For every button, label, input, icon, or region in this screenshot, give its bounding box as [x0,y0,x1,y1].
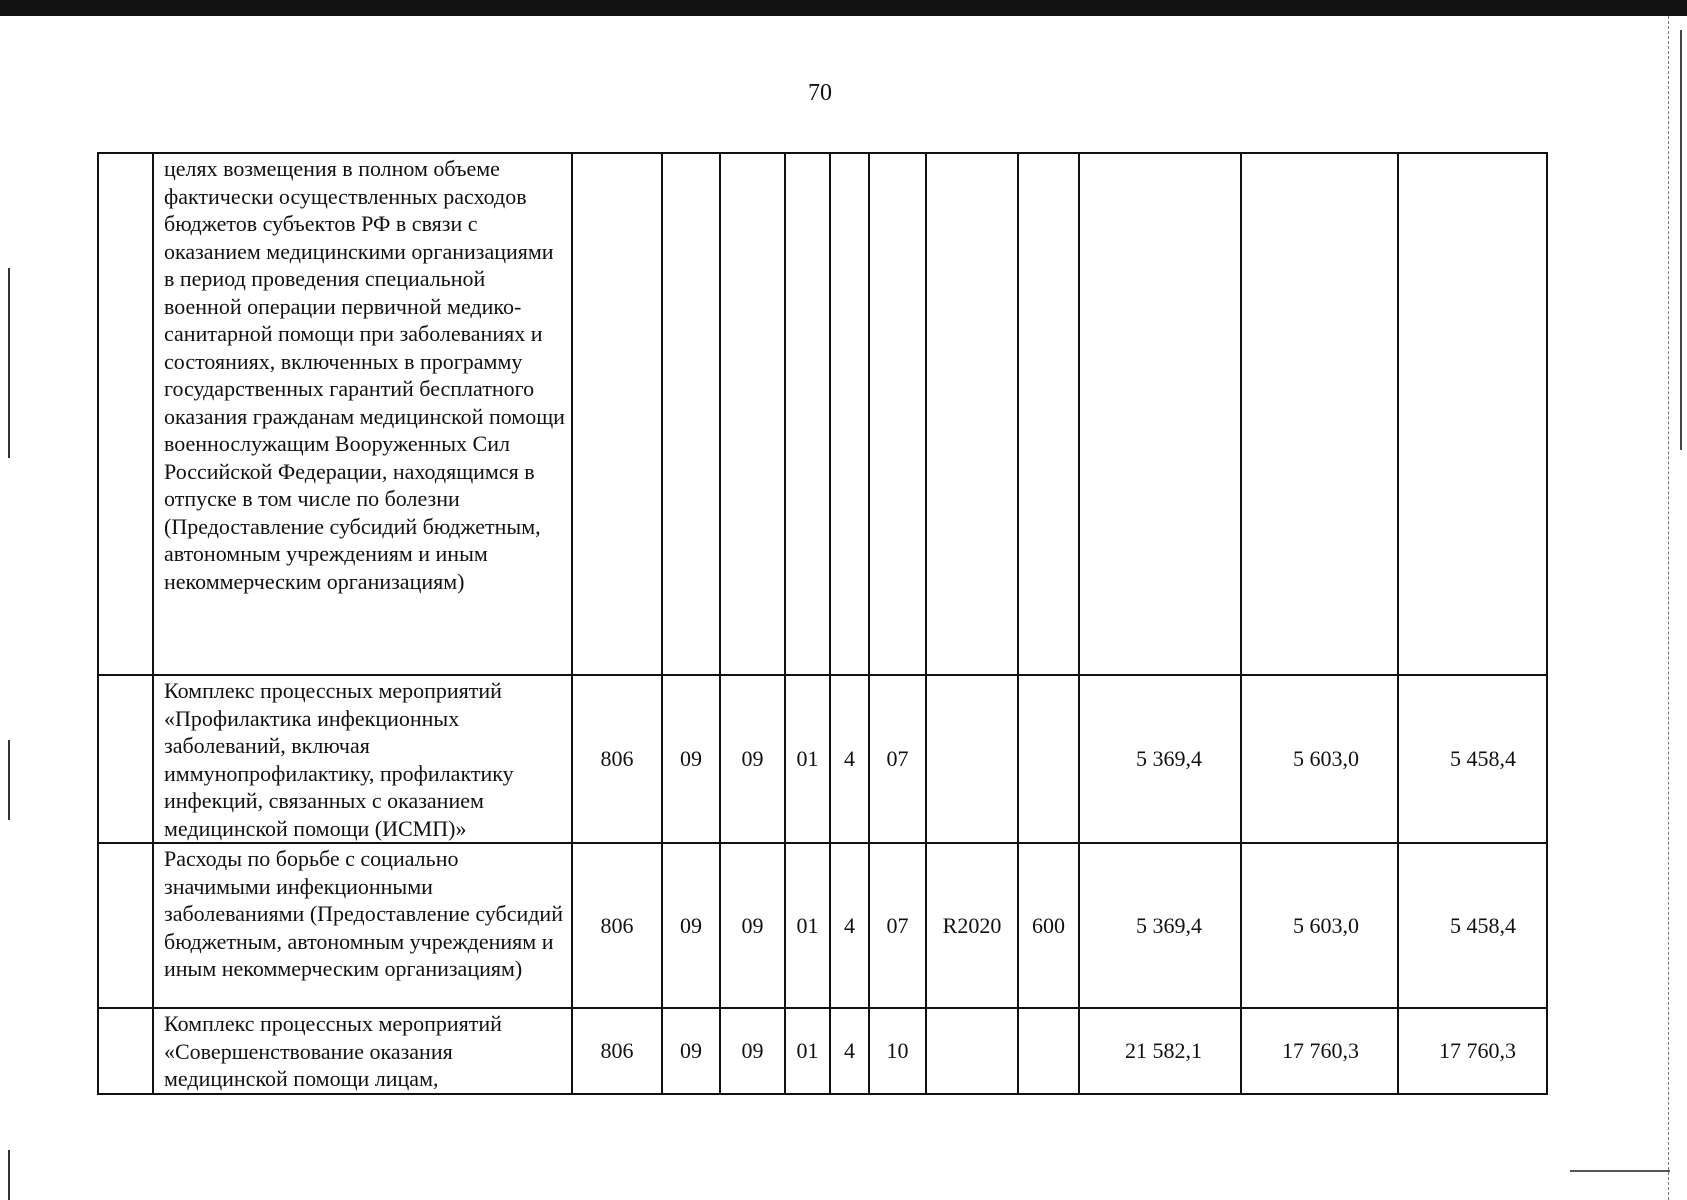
sum-year-2-cell: 17 760,3 [1241,1008,1398,1094]
structural-element-cell: 07 [869,675,926,843]
scan-left-mark [8,268,10,458]
expense-type-cell [1018,153,1079,675]
row-number-cell [98,675,153,843]
sum-year-2-cell: 5 603,0 [1241,675,1398,843]
scan-top-border [0,0,1687,16]
sum-year-1-cell [1079,153,1241,675]
sum-year-2-cell: 5 603,0 [1241,843,1398,1008]
structural-element-cell [869,153,926,675]
ministry-cell: 806 [572,675,662,843]
scan-right-edge [1668,16,1669,1200]
program-cell: 01 [785,843,830,1008]
row-number-cell [98,1008,153,1094]
expense-type-cell [1018,675,1079,843]
direction-cell [926,153,1018,675]
scan-bottom-mark [1570,1170,1670,1172]
row-number-cell [98,843,153,1008]
structural-element-cell: 07 [869,843,926,1008]
section-cell [662,153,720,675]
sum-year-1-cell: 21 582,1 [1079,1008,1241,1094]
section-cell: 09 [662,675,720,843]
section-cell: 09 [662,1008,720,1094]
scan-right-mark [1680,30,1682,450]
scan-left-mark [8,740,10,820]
description-cell: Комплекс процессных мероприятий «Профилактика инфекционных заболеваний, включая иммунопрофилактику, профилактику инфекций, связанных с оказанием медицинской помощи (ИСМП)» [153,675,572,843]
type-cell: 4 [830,675,869,843]
table-row [98,153,1547,675]
page-number: 70 [808,80,832,106]
direction-cell: R2020 [926,843,1018,1008]
type-cell [830,153,869,675]
direction-cell [926,1008,1018,1094]
structural-element-cell: 10 [869,1008,926,1094]
sum-year-1-cell: 5 369,4 [1079,843,1241,1008]
subsection-cell: 09 [720,675,785,843]
expense-type-cell [1018,1008,1079,1094]
description-cell: целях возмещения в полном объеме фактически осуществленных расходов бюджетов субъектов РФ в связи с оказанием медицинскими организациями в период проведения специальной военной операции первичной медико-санитарной помощи при заболеваниях и состояниях, включенных в программу государственных гарантий бесплатного оказания гражданам медицинской помощи военнослужащим Вооруженных Сил Российской Федерации, находящимся в отпуске в том числе по болезни (Предоставление субсидий бюджетным, автономным учреждениям и иным некоммерческим организациям) [153,153,572,675]
sum-year-3-cell: 5 458,4 [1398,675,1547,843]
table-row [98,1008,1547,1094]
program-cell: 01 [785,675,830,843]
type-cell: 4 [830,843,869,1008]
section-cell: 09 [662,843,720,1008]
table-row [98,675,1547,843]
subsection-cell: 09 [720,843,785,1008]
ministry-cell [572,153,662,675]
program-cell: 01 [785,1008,830,1094]
sum-year-3-cell: 5 458,4 [1398,843,1547,1008]
row-number-cell [98,153,153,675]
sum-year-2-cell [1241,153,1398,675]
sum-year-3-cell: 17 760,3 [1398,1008,1547,1094]
sum-year-1-cell: 5 369,4 [1079,675,1241,843]
subsection-cell: 09 [720,1008,785,1094]
sum-year-3-cell [1398,153,1547,675]
ministry-cell: 806 [572,1008,662,1094]
program-cell [785,153,830,675]
table-row [98,843,1547,1008]
description-cell: Комплекс процессных мероприятий «Совершенствование оказания медицинской помощи лицам, [153,1008,572,1094]
scan-left-mark [8,1150,10,1200]
direction-cell [926,675,1018,843]
description-cell: Расходы по борьбе с социально значимыми инфекционными заболеваниями (Предоставление субсидий бюджетным, автономным учреждениям и иным некоммерческим организациям) [153,843,572,1008]
budget-table [97,152,1548,1095]
type-cell: 4 [830,1008,869,1094]
subsection-cell [720,153,785,675]
ministry-cell: 806 [572,843,662,1008]
expense-type-cell: 600 [1018,843,1079,1008]
